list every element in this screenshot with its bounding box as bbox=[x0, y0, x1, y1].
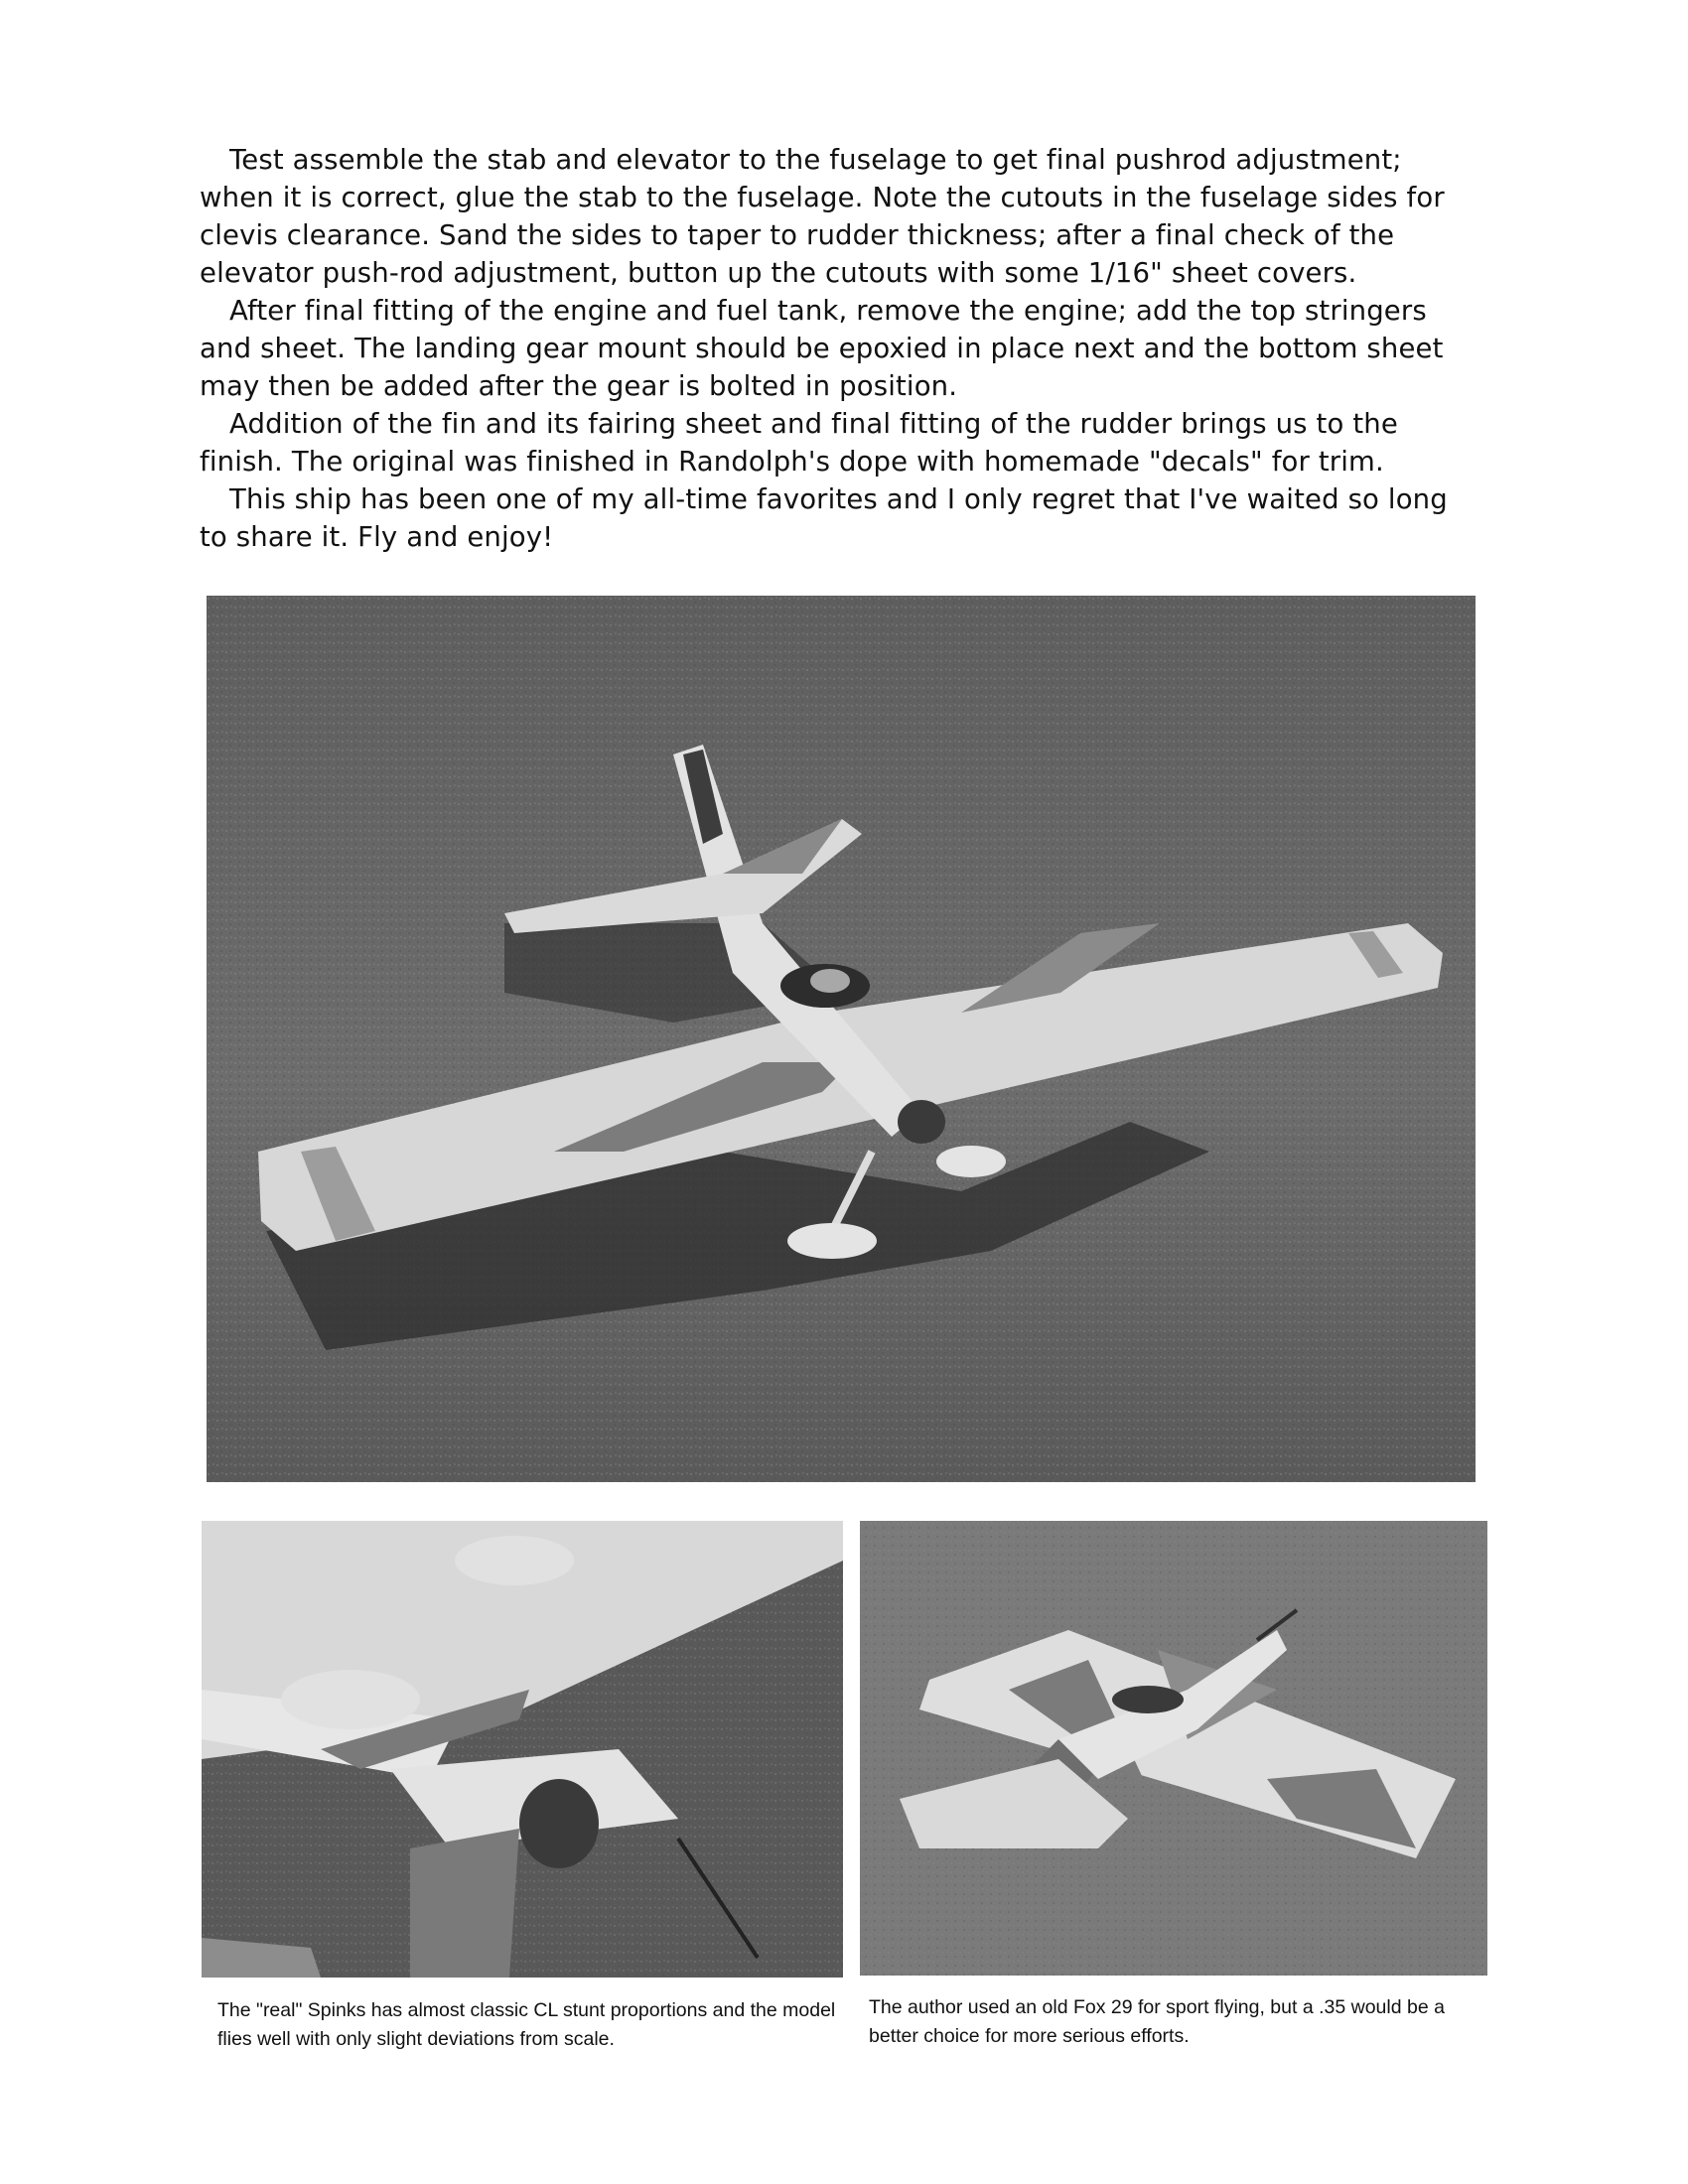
caption-left: The "real" Spinks has almost classic CL stunt proportions and the model flies well with only slight deviations from scale. bbox=[217, 1999, 836, 2050]
caption-right: The author used an old Fox 29 for sport flying, but a .35 would be a better choice for more serious efforts. bbox=[869, 1996, 1445, 2047]
main-plane-photo bbox=[207, 596, 1476, 1482]
top-view-photo bbox=[860, 1521, 1487, 1976]
article-body bbox=[200, 141, 1480, 556]
paragraph-4: This ship has been one of my all-time favorites and I only regret that I've waited so long to share it. Fly and enjoy! bbox=[200, 483, 1448, 553]
paragraph-2: After final fitting of the engine and fuel tank, remove the engine; add the top stringers and sheet. The landing gear mount should be epoxied in place next and the bottom sheet may then be added after the gear is bolted in position. bbox=[200, 295, 1444, 402]
paragraph-3: Addition of the fin and its fairing sheet and final fitting of the rudder brings us to the finish. The original was finished in Randolph's dope with homemade "decals" for trim. bbox=[200, 408, 1398, 478]
nose-closeup-photo bbox=[202, 1521, 843, 1978]
paragraph-1: Test assemble the stab and elevator to the fuselage to get final pushrod adjustment; when it is correct, glue the stab to the fuselage. Note the cutouts in the fuselage sides for clevis clearance. Sand the sides to taper to rudder thickness; after a final check of the elevator push-rod adjustment, button up the cutouts with some 1/16" sheet covers. bbox=[200, 144, 1445, 289]
